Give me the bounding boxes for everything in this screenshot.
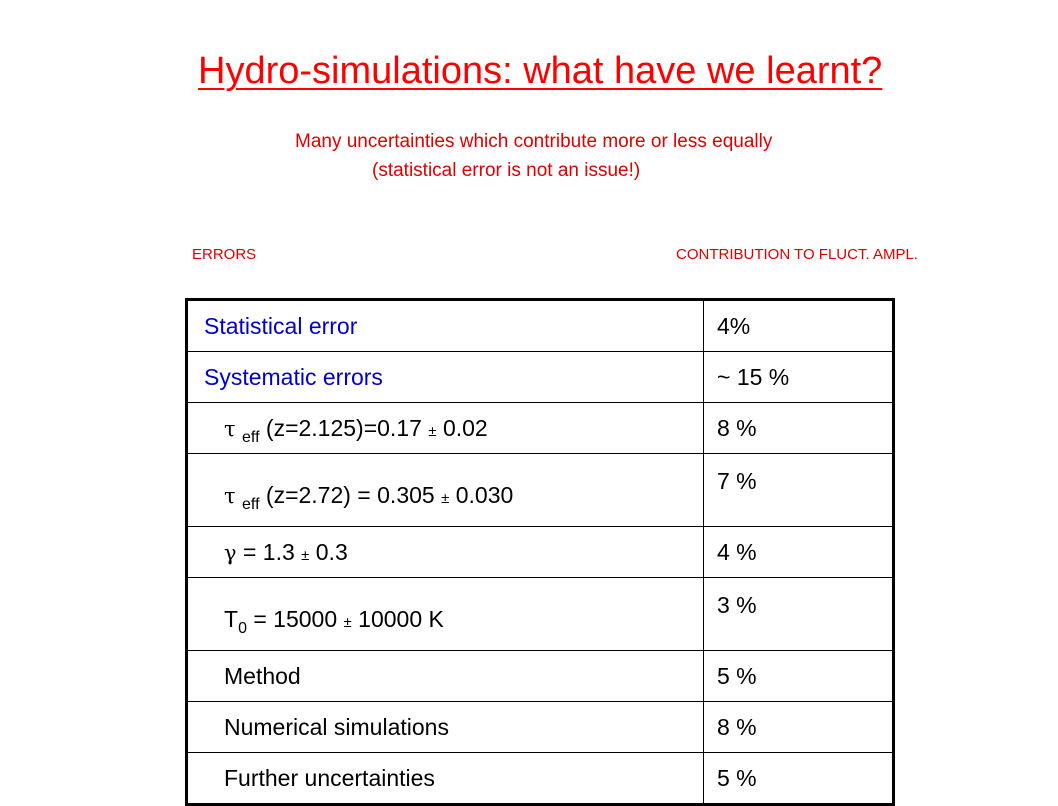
table-row bbox=[187, 352, 894, 403]
subtitle-line-2: (statistical error is not an issue!) bbox=[372, 160, 641, 181]
error-value: 3 % bbox=[704, 578, 894, 651]
error-value: 7 % bbox=[704, 454, 894, 527]
error-label: Method bbox=[187, 651, 704, 702]
subtitle-line-1: Many uncertainties which contribute more or less equally bbox=[295, 131, 773, 152]
label-text: = 15000 bbox=[253, 605, 338, 632]
table-row bbox=[187, 753, 894, 805]
plus-minus-sign: ± bbox=[441, 489, 450, 507]
error-value: 8 % bbox=[704, 702, 894, 753]
plus-minus-sign: ± bbox=[343, 613, 352, 631]
error-label: Systematic errors bbox=[187, 352, 704, 403]
error-value: ~ 15 % bbox=[704, 352, 894, 403]
label-text: = 1.3 bbox=[242, 538, 295, 565]
table-row bbox=[187, 578, 894, 651]
error-label bbox=[187, 403, 704, 454]
error-value: 4% bbox=[704, 300, 894, 352]
label-text: 10000 K bbox=[358, 605, 444, 632]
error-label bbox=[187, 527, 704, 578]
table-row bbox=[187, 702, 894, 753]
errors-header: ERRORS bbox=[192, 246, 257, 263]
label-text: (z=2.72) = 0.305 bbox=[265, 481, 435, 508]
label-text: (z=2.125)=0.17 bbox=[265, 414, 422, 441]
error-value: 4 % bbox=[704, 527, 894, 578]
subscript: eff bbox=[242, 428, 260, 446]
subscript: 0 bbox=[238, 619, 247, 637]
label-text: 0.030 bbox=[455, 481, 514, 508]
errors-table bbox=[185, 298, 895, 806]
label-text: 0.02 bbox=[442, 414, 488, 441]
table-row bbox=[187, 403, 894, 454]
error-label bbox=[187, 454, 704, 527]
contribution-header: CONTRIBUTION TO FLUCT. AMPL. bbox=[676, 246, 918, 263]
table-row bbox=[187, 651, 894, 702]
gamma-symbol: γ bbox=[224, 540, 237, 565]
error-value: 5 % bbox=[704, 753, 894, 805]
subscript: eff bbox=[242, 495, 260, 513]
table-row bbox=[187, 300, 894, 352]
error-value: 8 % bbox=[704, 403, 894, 454]
temperature-symbol: T bbox=[224, 605, 239, 632]
table-row bbox=[187, 454, 894, 527]
label-text: 0.3 bbox=[315, 538, 348, 565]
tau-symbol: τ bbox=[224, 483, 236, 508]
plus-minus-sign: ± bbox=[428, 422, 437, 440]
error-label: Numerical simulations bbox=[187, 702, 704, 753]
plus-minus-sign: ± bbox=[301, 546, 310, 564]
error-label: Further uncertainties bbox=[187, 753, 704, 805]
tau-symbol: τ bbox=[224, 416, 236, 441]
slide-title: Hydro-simulations: what have we learnt? bbox=[198, 50, 883, 92]
table-row bbox=[187, 527, 894, 578]
error-label: Statistical error bbox=[187, 300, 704, 352]
error-value: 5 % bbox=[704, 651, 894, 702]
error-label bbox=[187, 578, 704, 651]
